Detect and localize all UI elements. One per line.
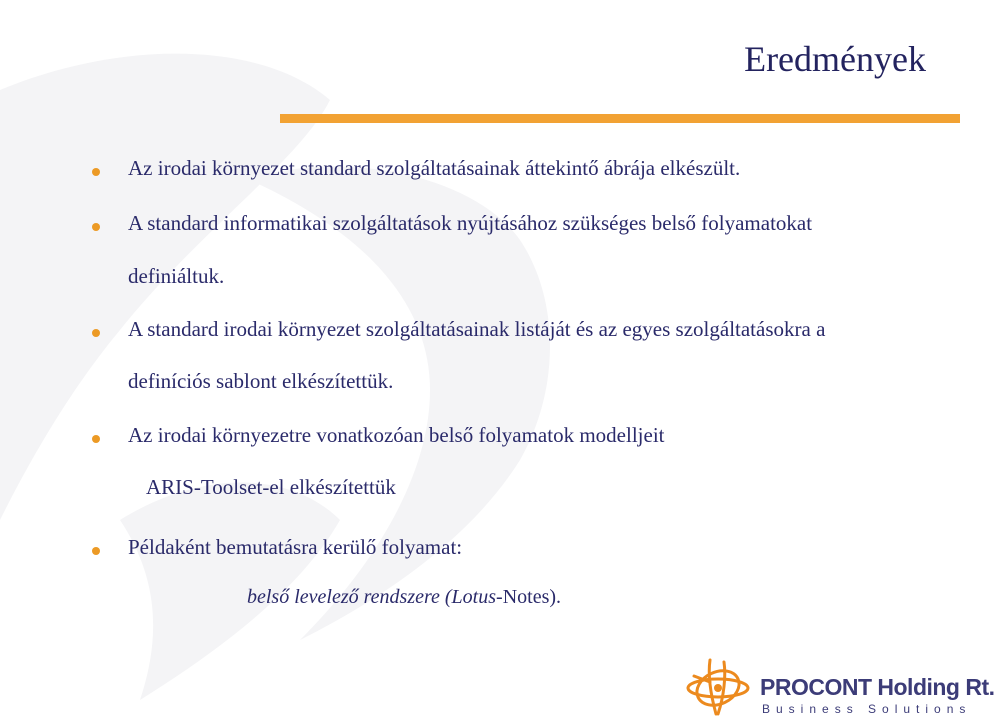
example-process — [247, 586, 561, 609]
example-italic: belső levelező rendszere (Lotus — [247, 586, 497, 608]
bullet-4-line-2: ARIS-Toolset-el elkészítettük — [146, 475, 396, 499]
bullet-2-line-2: definiáltuk. — [128, 264, 225, 288]
bullet-dot-icon — [92, 435, 100, 443]
procont-logo-icon — [680, 652, 756, 718]
logo-name: PROCONT Holding Rt. — [760, 674, 995, 700]
company-logo — [680, 652, 995, 718]
bullet-5-line-1: Példaként bemutatásra kerülő folyamat: — [128, 535, 463, 559]
bullet-dot-icon — [92, 329, 100, 337]
bullet-dot-icon — [92, 168, 100, 176]
bullet-3-line-2: definíciós sablont elkészítettük. — [128, 369, 394, 393]
bullet-3-line-1: A standard irodai környezet szolgáltatásainak listáját és az egyes szolgáltatásokra a — [128, 317, 826, 341]
example-plain: -Notes). — [496, 586, 562, 608]
bullet-1-line-1: Az irodai környezet standard szolgáltatásainak áttekintő ábrája elkészült. — [128, 156, 741, 180]
bullet-dot-icon — [92, 223, 100, 231]
logo-tagline: Business Solutions — [762, 702, 972, 716]
page-title: Eredmények — [744, 39, 926, 79]
bullet-dot-icon — [92, 547, 100, 555]
title-divider — [280, 114, 960, 123]
bullet-2-line-1: A standard informatikai szolgáltatások nyújtásához szükséges belső folyamatokat — [128, 211, 813, 235]
bullet-4-line-1: Az irodai környezetre vonatkozóan belső folyamatok modelljeit — [128, 423, 665, 447]
